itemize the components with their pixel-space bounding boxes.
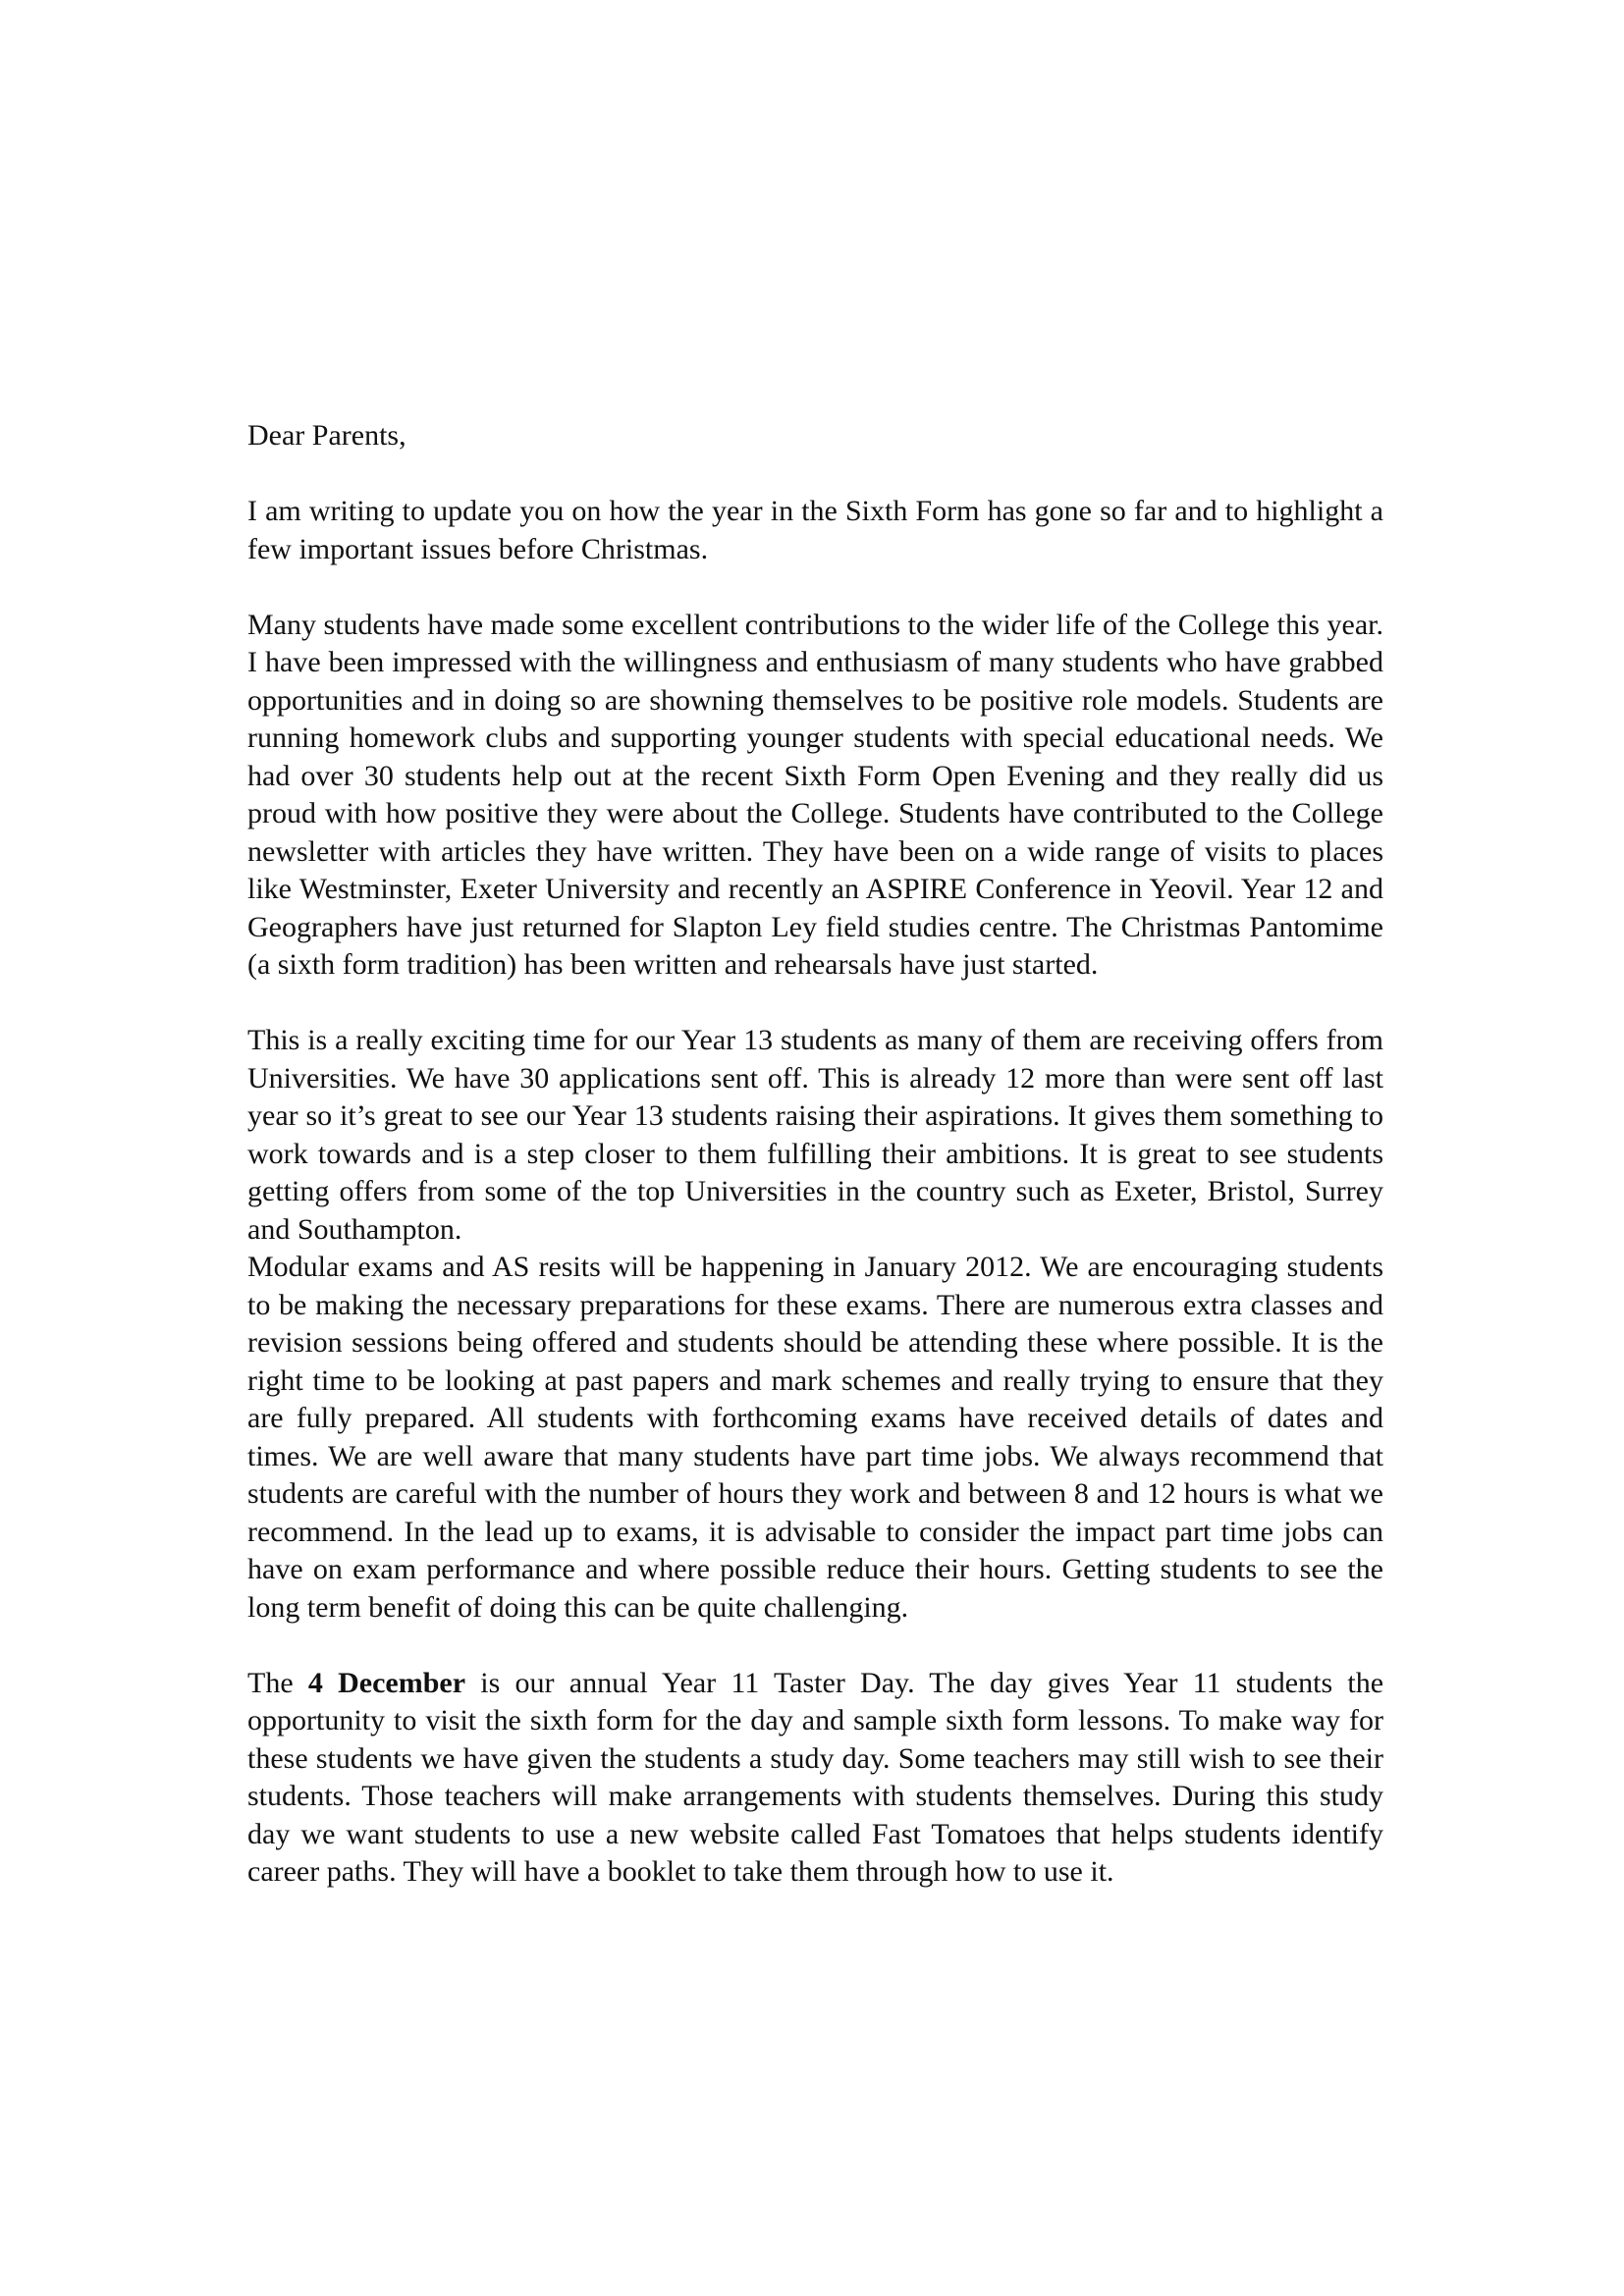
paragraph-gap bbox=[247, 985, 1383, 1023]
paragraph-gap bbox=[247, 455, 1383, 494]
paragraph-intro: I am writing to update you on how the year in the Sixth Form has gone so far and to highlight a few important issues before Christmas. bbox=[247, 495, 1383, 565]
paragraph-exams: Modular exams and AS resits will be happening in January 2012. We are encouraging students to be making the necessary preparations for these exams. There are numerous extra classes and revision sessions being offered and students should be attending these where possible. It is the right time to be looking at past papers and mark schemes and really trying to ensure that they are fully prepared. All students with forthcoming exams have received details of dates and times. We are well aware that many students have part time jobs. We always recommend that students are careful with the number of hours they work and between 8 and 12 hours is what we recommend. In the lead up to exams, it is advisable to consider the impact part time jobs can have on exam performance and where possible reduce their hours. Getting students to see the long term benefit of doing this can be quite challenging. bbox=[247, 1251, 1383, 1624]
paragraph-gap bbox=[247, 1627, 1383, 1665]
paragraph-gap bbox=[247, 568, 1383, 607]
paragraph-taster-day bbox=[247, 1665, 1383, 1892]
taster-lead-text: The bbox=[247, 1666, 308, 1699]
paragraph-contributions: Many students have made some excellent contributions to the wider life of the College this year. I have been impressed with the willingness and enthusiasm of many students who have grabbed opportunities and in doing so are showning themselves to be positive role models. Students are running homework clubs and supporting younger students with special educational needs. We had over 30 students help out at the recent Sixth Form Open Evening and they really did us proud with how positive they were about the College. Students have contributed to the College newsletter with articles they have written. They have been on a wide range of visits to places like Westminster, Exeter University and recently an ASPIRE Conference in Yeovil. Year 12 and Geographers have just returned for Slapton Ley field studies centre. The Christmas Pantomime (a sixth form tradition) has been written and rehearsals have just started. bbox=[247, 608, 1383, 981]
taster-rest-text: is our annual Year 11 Taster Day. The day gives Year 11 students the opportunity to visit the sixth form for the day and sample sixth form lessons. To make way for these students we have given the students a study day. Some teachers may still wish to see their students. Those teachers will make arrangements with students themselves. During this study day we want students to use a new website called Fast Tomatoes that helps students identify career paths. They will have a booklet to take them through how to use it. bbox=[247, 1666, 1384, 1888]
salutation: Dear Parents, bbox=[247, 419, 406, 452]
letter-body bbox=[247, 417, 1383, 1892]
taster-date: 4 December bbox=[307, 1666, 466, 1699]
paragraph-year13-offers: This is a really exciting time for our Year 13 students as many of them are receiving offers from Universities. We have 30 applications sent off. This is already 12 more than were sent off last year so it’s great to see our Year 13 students raising their aspirations. It gives them something to work towards and is a step closer to them fulfilling their ambitions. It is great to see students getting offers from some of the top Universities in the country such as Exeter, Bristol, Surrey and Southampton. bbox=[247, 1024, 1383, 1246]
